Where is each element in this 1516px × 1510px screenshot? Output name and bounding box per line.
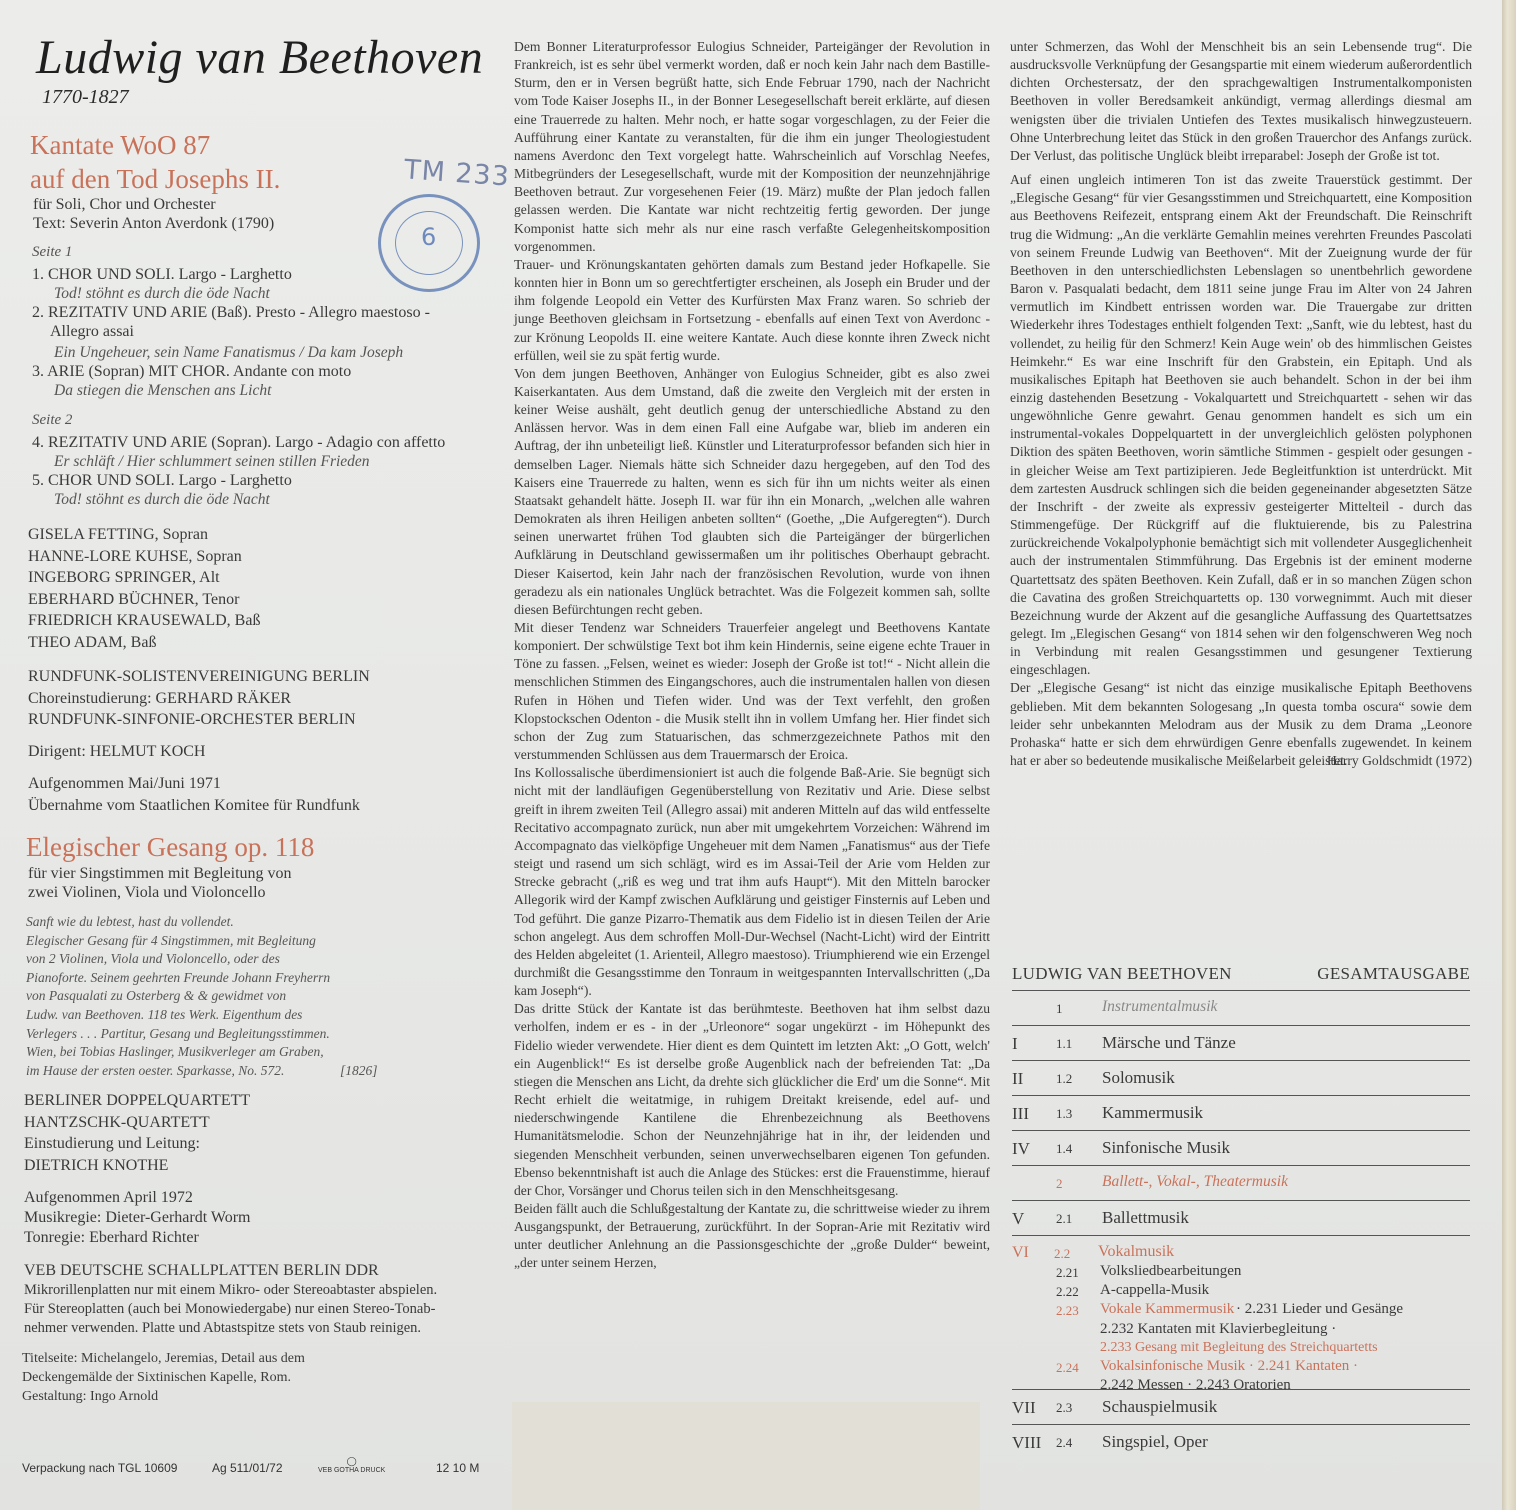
row-number: 2.22	[1056, 1284, 1079, 1299]
ensemble: Choreinstudierung: GERHARD RÄKER	[28, 689, 292, 707]
track-incipit: Ein Ungeheuer, sein Name Fanatismus / Da kam Joseph	[54, 344, 404, 361]
title-page-quote	[26, 913, 376, 1080]
row-title: Ballett-, Vokal-, Theatermusik	[1102, 1173, 1288, 1190]
edition-index	[1012, 964, 1470, 1459]
ag-number: Ag 511/01/72	[212, 1461, 283, 1475]
essay-column-3	[1010, 38, 1472, 770]
row-number: 1	[1056, 1001, 1063, 1016]
handwritten-catalog-number: TM 233	[403, 154, 511, 193]
edition-row	[1012, 1425, 1470, 1459]
row-title: A-cappella-Musik	[1100, 1282, 1210, 1298]
note-line: nehmer verwenden. Platte und Abtastspitze stets von Staub reinigen.	[24, 1320, 422, 1336]
row-title: Märsche und Tänze	[1102, 1033, 1236, 1052]
printer-mark	[318, 1456, 385, 1474]
ensembles-list	[28, 666, 370, 731]
track-5	[32, 471, 502, 509]
row-roman: VII	[1012, 1398, 1036, 1417]
soloist: FRIEDRICH KRAUSEWALD, Baß	[28, 612, 261, 629]
soloist: THEO ADAM, Baß	[28, 633, 157, 651]
conductor: Dirigent: HELMUT KOCH	[28, 743, 206, 760]
row-title: 2.242 Messen · 2.243 Oratorien	[1100, 1377, 1291, 1393]
essay-paragraph: Trauer- und Krönungskantaten gehörten damals zum Bestand jeder Hofkapelle. Sie konnten hier in Bonn um so gerechtfertigter erscheinen, als Joseph ein Bruder und der ihm folgende Leopold ein Vetter des Kurfürsten Max Franz waren. So schrieb der junge Beethoven gleichsam in Fortsetzung - ebenfalls auf einen Text von Averdonc - zur Krönung Leopolds II. eine weitere Kantate. Auch diese konnte ihren Zweck nicht erfüllen, weil sie zu spät fertig wurde.	[514, 256, 990, 363]
row-roman: V	[1012, 1209, 1025, 1228]
work2-title: Elegischer Gesang op. 118	[26, 832, 315, 862]
recording-info-2	[24, 1188, 250, 1248]
quote-line: Verlegers . . . Partitur, Gesang und Begleitungsstimmen.	[26, 1025, 330, 1041]
essay-paragraph: Der „Elegische Gesang“ ist nicht das einzige musikalische Epitaph Beethovens geblieben. Mit dem bekannten Sologesang „In questa tomba oscura“ sowie dem leider sehr unbekannten Melodram aus der Musik zu dem Drama „Leonore Prohaska“ hatte er sich dem ehrwürdigen Genre ebenfalls zugewendet. In keinem hat er aber so bedeutende musikalische Meißelarbeit geleistet.	[1010, 680, 1472, 769]
track-incipit: Tod! stöhnt es durch die öde Nacht	[54, 285, 270, 302]
essay-author: Harry Goldschmidt (1972)	[1327, 753, 1472, 769]
row-title: Sinfonische Musik	[1102, 1138, 1230, 1157]
row-number: 2.1	[1056, 1211, 1073, 1226]
printer-logo-icon: ◯	[346, 1456, 357, 1466]
row-title: Singspiel, Oper	[1102, 1432, 1208, 1451]
edition-row	[1012, 1096, 1470, 1131]
composer-title: Ludwig van Beethoven	[36, 31, 484, 84]
row-title: 2.232 Kantaten mit Klavierbegleitung ·	[1100, 1321, 1337, 1337]
recording-line: Aufgenommen April 1972	[24, 1189, 193, 1206]
track-3	[32, 362, 502, 400]
work2-scoring	[28, 864, 292, 902]
tape-residue	[512, 1402, 980, 1510]
row-title: Kammermusik	[1102, 1103, 1204, 1122]
credit-line: Gestaltung: Ingo Arnold	[22, 1389, 159, 1404]
edition-row	[1012, 1131, 1470, 1166]
work1-title: Kantate WoO 87	[30, 130, 211, 160]
essay-column-2	[514, 38, 990, 1273]
soloist: INGEBORG SPRINGER, Alt	[28, 569, 220, 586]
quote-line: Elegischer Gesang für 4 Singstimmen, mit Begleitung	[26, 932, 316, 948]
quote-line: Wien, bei Tobias Haslinger, Musikverleger am Graben,	[26, 1044, 324, 1060]
work1-text-author: Text: Severin Anton Averdonk (1790)	[33, 215, 275, 232]
edition-row	[1012, 1201, 1470, 1236]
recording-line: Aufgenommen Mai/Juni 1971	[28, 775, 221, 792]
track-title: 1. CHOR UND SOLI. Largo - Larghetto	[32, 266, 292, 283]
performer-line: Einstudierung und Leitung:	[24, 1135, 200, 1152]
row-number: 1.3	[1056, 1106, 1073, 1121]
track-incipit: Da stiegen die Menschen ans Licht	[54, 382, 272, 399]
row-title: Vokalsinfonische Musik · 2.241 Kantaten ·	[1100, 1358, 1359, 1374]
row-roman: I	[1012, 1034, 1018, 1053]
credit-line: Titelseite: Michelangelo, Jeremias, Detail aus dem	[22, 1351, 305, 1366]
sleeve-edge	[1502, 0, 1516, 1510]
quote-line: Ludw. van Beethoven. 118 tes Werk. Eigenthum des	[26, 1006, 303, 1022]
quote-line: im Hause der ersten oester. Sparkasse, No. 572.	[26, 1062, 285, 1078]
ensemble: RUNDFUNK-SOLISTENVEREINIGUNG BERLIN	[28, 668, 370, 685]
row-title: Vokale Kammermusik	[1100, 1301, 1235, 1317]
credit-line: Deckengemälde der Sixtinischen Kapelle, Rom.	[22, 1370, 292, 1385]
edition-row	[1012, 1026, 1470, 1061]
row-roman: VI	[1012, 1244, 1029, 1261]
row-number: 2.2	[1054, 1246, 1071, 1261]
essay-paragraph: Auf einen ungleich intimeren Ton ist das zweite Trauerstück gestimmt. Der „Elegische Gesang“ für vier Gesangsstimmen und Streichquartett, eine Komposition aus Beethovens Reifezeit, entsprang einem Akt der Freundschaft. Die Reinschrift trug die Widmung: „An die verklärte Gemahlin meines verehrten Freundes Pascolati von seinem Freunde Ludwig van Beethoven“. Mit der Zueignung wurde der für Beethoven in den unterschiedlichsten Lebenslagen so unentbehrlich gewordene Baron v. Pasqualati bedacht, dem 1811 seine junge Frau im Alter von 24 Jahren vermutlich im Kindbett entrissen worden war. Die Trauergabe zur dritten Wiederkehr ihres Todestages enthielt folgenden Text: „Sanft, wie du lebtest, hast du vollendet, zu heilig für den Schmerz! Kein Auge wein' ob des himmlischen Geistes Heimkehr.“ Es war eine Inschrift für den Grabstein, ein Epitaph. Und als musikalisches Epitaph hat Beethoven sie auch behandelt. Schon in der bei ihm einzig dastehenden Besetzung - Vokalquartett und Streichquartett - sehen wir das ungewöhnliche Genre gewahrt. Genau genommen handelt es sich um ein instrumental-vokales Doppelquartett in der unvergleichlich gelösten polyphonen Diktion des späten Beethoven, worin sämtliche Stimmen - gespielt oder gesungen - in gleicher Weise am Text partizipieren. Jede Begleitfunktion ist unterdrückt. Mit dem zartesten Ausdruck schlingen sich die beiden gegeneinander abgesetzten Sätze der Inschrift - der zweite als expressiv gesteigerter Mittelteil - durch das Stimmengefüge. Der Rückgriff auf die fluktuierende, bis zu Palestrina zurückreichende Vokalpolyphonie bemächtigt sich mit vollendeter Ausgeglichenheit auch der instrumentalen Stimmführung. Das Ergebnis ist der eminent moderne Quartettsatz des späten Beethoven. Kein Zufall, daß er in so manchen Zügen schon die Cavatina des großen Streichquartetts op. 130 vorwegnimmt. Auch mit dieser Bezeichnung wurde der Akzent auf die gesangliche Auffassung des Quartettsatzes gelegt. Im „Elegischen Gesang“ von 1814 sehen wir den folgenschweren Weg noch in Verbindung mit realen Gesangsstimmen und gesungener Textierung eingeschlagen.	[1010, 172, 1472, 678]
performer-line: DIETRICH KNOTHE	[24, 1156, 169, 1174]
recording-line: Übernahme vom Staatlichen Komitee für Rundfunk	[28, 796, 360, 814]
quote-year: [1826]	[340, 1063, 378, 1078]
side2-label: Seite 2	[32, 412, 73, 428]
edition-vokal-block	[1012, 1236, 1470, 1393]
row-number: 2.24	[1056, 1360, 1079, 1375]
soloist: HANNE-LORE KUHSE, Sopran	[28, 547, 242, 565]
essay-paragraph: Beiden fällt auch die Schlußgestaltung der Kantate zu, die schrittweise wieder zu ihrem Ausgangspunkt, der Betrauerung, zurückführt. In der Sopran-Arie mit Rezitativ wird unter deutlicher Anlehnung an die Passionsgeschichte der „große Dulder“ beweint, „der unter seinem Herzen,	[514, 1201, 990, 1271]
essay-paragraph: Dem Bonner Literaturprofessor Eulogius Schneider, Parteigänger der Revolution in Frankreich, ist es sehr übel vermerkt worden, daß er noch kein Jahr nach dem Bastille-Sturm, den er in Versen begrüßt hatte, sich Ende Februar 1790, nach der Nachricht vom Tode Kaiser Josephs II., in der Bonner Lesegesellschaft bereit erklärte, auf diesen eine Trauerrede zu halten. Mehr noch, er hatte sogar vorgeschlagen, zu der Feier die Aufführung einer Kantate zu veranstalten, für die ihm ein junger Theologiestudent namens Averdonc den Text vorgelegt hatte. Wahrscheinlich auf Vorschlag Neefes, Mitbegründers der Lesegesellschaft, wurde mit der Komposition der neunzehnjährige Beethoven betraut. Zur vorgesehenen Feier (19. März) mußte der Plan jedoch fallen gelassen werden. Die Kantate war nicht rechtzeitig fertig geworden. Der junge Komponist hatte sich mehr als nur eine rasch verfaßte Gelegenheitskomposition vorgenommen.	[514, 39, 990, 254]
row-number: 2.4	[1056, 1435, 1073, 1450]
side2-tracklist	[32, 412, 502, 509]
cover-credits	[22, 1349, 305, 1406]
edition-header	[1012, 964, 1470, 991]
quote-line: von 2 Violinen, Viola und Violoncello, oder des	[26, 951, 280, 967]
essay-paragraph: Das dritte Stück der Kantate ist das berühmteste. Beethoven hat ihm selbst dazu verholfen, indem er es - in der „Urleonore“ sogar ungekürzt - im Höhepunkt des Fidelio wieder verwendete. Hier dient es dem Quintett im letzten Akt: „O Gott, welch' ein Augenblick!“ Es ist derselbe große Augenblick nach der befreienden Tat: „Da stiegen die Menschen ans Licht, da drehte sich glücklicher die Erd' um die Sonne“. Mit Recht erhielt die weitatmige, in ruhigem Dreitakt kreisende, edel auf- und niederschwingende Kantilene die Ehrenbezeichnung als Beethovens Humanitätsmelodie. Schon der Neunzehnjährige hat in ihr, der leidenden und siegenden Menschheit verbunden, seinen unverwechselbaren eigenen Ton gefunden. Ebenso bekenntnishaft ist auch die Anlage des Stückes: erst die Frauenstimme, hierauf der Chor, Vorsänger und Chorus teilen sich in den Menschheitsgesang.	[514, 1001, 990, 1198]
track-4	[32, 433, 502, 471]
edition-row	[1012, 991, 1470, 1026]
work2-scoring-line: zwei Violinen, Viola und Violoncello	[28, 884, 266, 901]
note-line: Für Stereoplatten (auch bei Monowiedergabe) nur einen Stereo-Tonab-	[24, 1301, 436, 1317]
note-line: Mikrorillenplatten nur mit einem Mikro- oder Stereoabtaster abspielen.	[24, 1282, 438, 1298]
track-title-cont: Allegro assai	[50, 323, 134, 340]
stamp-number: 6	[421, 223, 437, 251]
soloist: GISELA FETTING, Sopran	[28, 526, 208, 543]
packaging-note: Verpackung nach TGL 10609	[22, 1461, 178, 1475]
row-number: 2.3	[1056, 1400, 1073, 1415]
row-title: Volksliedbearbeitungen	[1100, 1263, 1242, 1279]
track-title: 2. REZITATIV UND ARIE (Baß). Presto - Allegro maestoso -	[32, 304, 430, 321]
row-title: Ballettmusik	[1102, 1208, 1189, 1227]
row-title: 2.233 Gesang mit Begleitung des Streichquartetts	[1100, 1340, 1378, 1355]
performer-line: HANTZSCHK-QUARTETT	[24, 1113, 210, 1131]
soloists-list	[28, 524, 260, 653]
work1-heading	[30, 128, 280, 196]
track-2	[32, 303, 502, 362]
row-title: Instrumentalmusik	[1102, 998, 1218, 1015]
playback-notes	[24, 1281, 437, 1338]
edition-header-right: GESAMTAUSGABE	[1317, 964, 1470, 983]
essay-paragraph: unter Schmerzen, das Wohl der Menschheit bis an sein Lebensende trug“. Die ausdrucksvolle Verknüpfung der Gesangspartie mit einem wiederum außerordentlich dichten Orchestersatz, der den sprachgewaltigen Instrumentalkomponisten Beethoven in voller Beredsamkeit ankündigt, vermag allerdings diesmal am wenigsten über die trivialen Untiefen des Textes musikalisch hinwegzusteuern. Ohne Unterbrechung leitet das Stück in den großen Trauerchor des Anfangs zurück. Der Verlust, das politische Unglück bleibt irreparabel: Joseph der Große ist tot.	[1010, 39, 1472, 163]
row-title: · 2.231 Lieder und Gesänge	[1236, 1301, 1404, 1317]
row-number: 1.1	[1056, 1036, 1073, 1051]
printer-name: VEB GOTHA DRUCK	[318, 1467, 386, 1474]
recording-info-1	[28, 773, 360, 816]
row-title: Schauspielmusik	[1102, 1397, 1218, 1416]
recording-line: Tonregie: Eberhard Richter	[24, 1229, 199, 1246]
work1-scoring	[33, 195, 274, 233]
track-title: 3. ARIE (Sopran) MIT CHOR. Andante con moto	[32, 363, 352, 380]
row-title: Vokalmusik	[1098, 1243, 1175, 1260]
row-number: 2.21	[1056, 1265, 1079, 1280]
work1-scoring-line: für Soli, Chor und Orchester	[33, 196, 216, 213]
performer-line: BERLINER DOPPELQUARTETT	[24, 1092, 251, 1109]
soloist: EBERHARD BÜCHNER, Tenor	[28, 590, 240, 608]
row-title: Solomusik	[1102, 1068, 1175, 1087]
edition-row	[1012, 1061, 1470, 1096]
row-number: 2	[1056, 1176, 1063, 1191]
essay-paragraph: Mit dieser Tendenz war Schneiders Trauerfeier angelegt und Beethovens Kantate komponiert. Der schwülstige Text bot ihm kein Hindernis, seine eigene echte Trauer in Töne zu fassen. „Felsen, weinet es wieder: Joseph der Große ist tot!“ - Nicht allein die menschlichen Stimmen des Eingangschores, auch die instrumentalen hallen von diesen Rufen in Höhen und Tiefen wider. Und was der Text verfehlt, den großen Klopstockschen Odenton - die Musik stellt ihn in vollem Umfang her. Hier findet sich schon der Zug zum Statuarischen, das schmerzgezeichnete Pathos mit den verstummenden Schlüssen aus dem Trauermarsch der Eroica.	[514, 620, 990, 763]
label-name: VEB DEUTSCHE SCHALLPLATTEN BERLIN DDR	[24, 1262, 379, 1279]
side1-label: Seite 1	[32, 244, 73, 260]
row-roman: III	[1012, 1104, 1029, 1123]
row-number: 1.4	[1056, 1141, 1073, 1156]
ensemble: RUNDFUNK-SINFONIE-ORCHESTER BERLIN	[28, 711, 356, 728]
essay-paragraph: Von dem jungen Beethoven, Anhänger von Eulogius Schneider, gibt es also zwei Kaiserkantaten. Aus dem Umstand, daß die zweite den Vergleich mit der ersten in keiner Weise aushält, geht deutlich genug der unterschiedliche Abstand zu den Anlässen hervor. Was in dem einen Fall eine Aufgabe war, blieb im anderen ein Auftrag, der ihn unbeteiligt ließ. Künstler und Literaturprofessor befanden sich hier in demselben Lager. Niemals hätte sich Schneider dazu hergegeben, auf den Tod des Kaisers eine Trauerrede zu halten, wenn es sich für ihn um nichts weiter als einen Staatsakt gehandelt hätte. Joseph II. war für ihn ein Monarch, „welchen alle wahren Demokraten als ihren Heiligen anbeten sollten“ (Goethe, „Die Aufgeregten“). Durch seinen unerwartet frühen Tod glaubten sich die Parteigänger der bürgerlichen Aufklärung in Deutschland gewissermaßen um ihr politisches Oberhaupt gebracht. Dieser Kaisertod, kein Jahr nach der französischen Revolution, wurde von ihnen geradezu als ein nationales Unglück betrachtet. Was die Folgezeit kommen sah, sollte diesen Befürchtungen recht geben.	[514, 365, 990, 617]
work1-subtitle: auf den Tod Josephs II.	[30, 164, 281, 194]
essay-paragraph: Ins Kollossalische überdimensioniert ist auch die folgende Baß-Arie. Sie begnügt sich nicht mit der landläufigen Gegenüberstellung von Rezitativ und Arie. Diese selbst greift in ihrem zweiten Teil (Allegro assai) mit anderen Mitteln auf das wild entfesselte Recitativo accompagnato zurück, nun aber mit umgekehrtem Vorzeichen: Während im Accompagnato das vielköpfige Ungeheuer mit dem Namen „Fanatismus“ aus der Tiefe steigt und rasend um sich schlägt, wird es im Assai-Teil der Arie vom Helden zur Strecke gebracht („riß es weg und trat ihm aufs Haupt“). Mit den Mitteln barocker Allegorik wird der Kampf zwischen Aufklärung und geistiger Finsternis auf Leben und Tod geführt. Die ganze Pizarro-Thematik aus dem Fidelio ist in diesen Teilen der Arie schon angelegt. Aus dem schroffen Moll-Dur-Wechsel (Nacht-Licht) wird der Eintritt des Helden abgeleitet (1. Arienteil, Allegro maestoso). Triumphierend wie ein Erzengel durchmißt die Gesangsstimme den Tonraum in weitgespannten Intervallschritten („Da kam Joseph“).	[514, 765, 990, 999]
edition-row	[1012, 1166, 1470, 1201]
track-incipit: Er schläft / Hier schlummert seinen stillen Frieden	[54, 453, 370, 470]
side1-tracklist	[32, 244, 502, 400]
track-title: 5. CHOR UND SOLI. Largo - Larghetto	[32, 472, 292, 489]
quote-line: von Pasqualati zu Osterberg & & gewidmet von	[26, 988, 287, 1004]
row-roman: IV	[1012, 1139, 1030, 1158]
work2-scoring-line: für vier Singstimmen mit Begleitung von	[28, 865, 292, 882]
quote-line: Sanft wie du lebtest, hast du vollendet.	[26, 914, 234, 929]
edition-header-left: LUDWIG VAN BEETHOVEN	[1012, 964, 1232, 983]
row-number: 2.23	[1056, 1303, 1079, 1318]
row-roman: VIII	[1012, 1433, 1042, 1452]
composer-years: 1770-1827	[42, 86, 129, 108]
row-number: 1.2	[1056, 1071, 1073, 1086]
track-incipit: Tod! stöhnt es durch die öde Nacht	[54, 491, 270, 508]
work2-performers	[24, 1090, 250, 1176]
track-1	[32, 265, 502, 303]
quote-line: Pianoforte. Seinem geehrten Freunde Johann Freyherrn	[26, 969, 331, 985]
edition-row	[1012, 1390, 1470, 1425]
catalog-code: 12 10 M	[436, 1461, 480, 1475]
track-title: 4. REZITATIV UND ARIE (Sopran). Largo - Adagio con affetto	[32, 434, 446, 451]
row-roman: II	[1012, 1069, 1024, 1088]
recording-line: Musikregie: Dieter-Gerhardt Worm	[24, 1209, 251, 1226]
